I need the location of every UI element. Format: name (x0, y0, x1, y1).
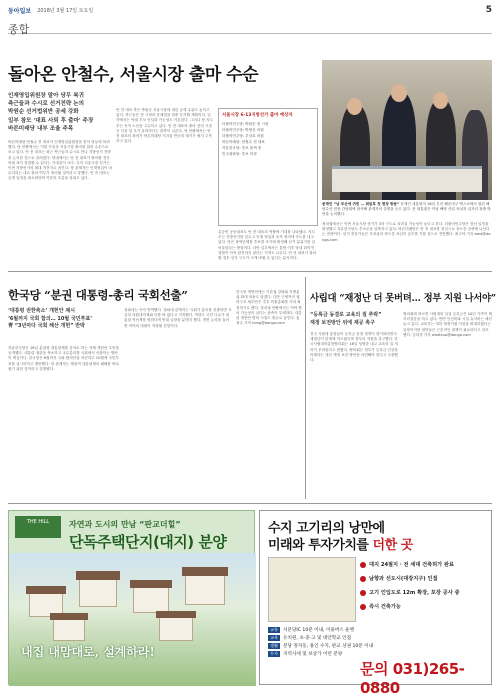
caption-title: 문재인 “남 부산에 귀빈 … 취임후 첫 현장 방문” (322, 202, 400, 206)
subhead-line: “등록금 동결로 교육의 질 추락” (310, 312, 382, 318)
ad-title-highlight: 더한 곳 (372, 538, 413, 553)
infobox-title: 서울시장 6·13지방선거 출마 예상자 (222, 113, 293, 118)
ad-tagline: 자연과 도시의 만남 “판교더힐” (69, 520, 181, 529)
ad-housing-complex[interactable] (8, 510, 255, 685)
ad-bullet-text: 남향과 선도시(대장지구) 인접 (369, 576, 438, 582)
ad-land-sale[interactable] (259, 510, 492, 697)
ad-feature (268, 643, 373, 649)
masthead-logo: 동아일보 (8, 7, 32, 15)
main-byline: 최고야 기자 best@donga.com (322, 232, 491, 242)
ad-feature (268, 651, 342, 657)
infobox-row: 더불어민주당: 박영선 의원 (222, 128, 264, 132)
story2-body-col2: 청와대는 즉각 반박했다. 청와대 관계자는 국회가 총리를 선출하면 사실상 의원내각제와 다를 바 없다고 지적했다. 여당도 국민 다수가 대통령 직선제를 원한다며 반대 입장을 분명히 했다. 개헌 논의를 둘러싼 여야의 대립이 격화될 전망이다. (124, 308, 232, 328)
ad-phone-number[interactable]: 문의 031)265-0880 (360, 660, 465, 697)
main-headline: 돌아온 안철수, 서울시장 출마 수순 (8, 65, 258, 85)
ad-bullet-text: 대지 24필지 ‧ 전 세대 건축허가 완료 (369, 562, 455, 568)
ad-feature (268, 635, 351, 641)
story2-subheads (8, 308, 120, 331)
ad-feature-text: 분당 정자동, 용인 수지, 판교 상권 10분 이내 (283, 644, 374, 649)
roof-icon (76, 571, 120, 580)
ad-bullet (360, 561, 454, 568)
lead-line: 인재영입위원장 맡아 당무 복귀 (8, 93, 85, 99)
infobox-row: 자유한국당: 후보 물색 중 (222, 146, 262, 150)
main-body-col3: 유승민 공동대표도 안 전 대표의 역할에 기대를 나타냈다. 지도부는 지방선거를 앞두고 인재 영입과 조직 정비에 속도를 내고 있다. 당은 광역단체장 후보를 조기에 확정해 선거 분위기를 끌어올린다는 방침이다. 다만 일부에서는 통합 이후 당내 화학적 결합이 아직 완전하지 않다는 지적도 나온다. 안 전 대표가 출마할 경우 선거 구도가 크게 바뀔 수 있다는 분석이다. (218, 230, 317, 261)
infobox-row: 민주평화당: 후보 미정 (222, 152, 257, 156)
masthead (8, 4, 492, 16)
section-title: 종합 (8, 23, 30, 36)
story2-body-col3 (236, 290, 302, 496)
ad-feature-tag: 교통 (270, 627, 279, 632)
photo-face (391, 84, 407, 102)
ad-title-line2 (268, 534, 413, 553)
news-photo (322, 60, 492, 200)
house-icon (53, 619, 85, 641)
main-body-col4 (322, 222, 492, 266)
ad-bullet-text: 고기 인입도로 12m 확장, 포장 공사 중 (369, 590, 460, 596)
house-icon (185, 575, 225, 605)
subhead-line: ‘6월까지 국회 합의… 10월 국민투표’ (8, 315, 93, 322)
ad-feature-tag: 투자 (270, 651, 279, 656)
subhead-line: 재정 보전방안 뒤에 제공 촉구 (310, 319, 375, 326)
roof-icon (130, 580, 172, 588)
ad-feature-text: 유치원, 초·중·고 및 대안학교 인접 (283, 636, 352, 641)
photo-caption (322, 202, 492, 218)
bullet-dot-icon (360, 604, 366, 610)
roof-icon (156, 611, 196, 618)
section-divider (8, 271, 492, 272)
masthead-date: 2018년 3월 17일 토요일 (37, 7, 94, 14)
story3-headline: 사립대 “재정난 더 못버텨… 정부 지원 나서야” (310, 293, 496, 304)
ad-location-map (268, 557, 356, 622)
ad-bullet (360, 589, 460, 596)
ad-title-line2a: 미래와 투자가치를 (268, 538, 373, 553)
ad-feature-text: 서분당IC 10분 이내, 이용버스 운행 (283, 628, 355, 633)
roof-icon (26, 586, 66, 594)
house-icon (133, 587, 169, 613)
story3-body-col1: 전국 사립대 총장들이 등록금 동결 정책이 장기화되면서 재정난이 한계에 이르렀다며 정부의 지원을 촉구했다. 한국사립대학총장협의회는 16일 성명을 내고 교육의 질 저하가 우려된다고 밝혔다. 협의회는 정부가 등록금 인상을 억제하는 대신 재정 보전 방안을 마련해야 한다고 주장했다. (310, 332, 398, 363)
ad-village-illustration (9, 553, 256, 686)
ad-title-line1: 수지 고기리의 낭만에 (268, 521, 385, 536)
story2-body-col3-text: 한국당 개헌안에는 기본권 강화와 지방분권 확대 내용도 담겼다. 다만 구체적인 권력구조 세부안은 추후 의원총회를 거쳐 확정하기로 했다. 정치권 안팎에서는 여야 합의 가능성이 낮다는 관측이 우세하다. 대통령 개헌안 발의 시점도 변수로 꼽힌다. (236, 290, 302, 321)
story2-headline: 한국당 “분권 대통령-총리 국회선출” (8, 288, 188, 302)
roof-icon (182, 567, 228, 576)
ad-feature (268, 627, 354, 633)
lead-line: 박원순 선거법위반 공세 강화 (8, 109, 79, 116)
story3-subheads (310, 312, 400, 327)
ad-bullet (360, 603, 401, 610)
ad-feature-tag: 생활 (270, 643, 279, 648)
main-lead (8, 92, 120, 133)
ad-slogan: 내집 내맘대로, 설계하라! (21, 645, 155, 659)
ad-bullet (360, 575, 438, 582)
infobox-row: 더불어민주당: 우상호 의원 (222, 134, 264, 138)
page-number: 5 (485, 5, 492, 15)
photo-model-table (332, 166, 482, 192)
subhead-line: 靑 “3년마다 국회 해산 개헌” 반박 (8, 323, 85, 329)
story3-body-col2-text: 협의회에 따르면 사립대의 실질 등록금은 10년 가까이 제자리걸음을 하고 있다. 반면 인건비와 시설 유지비는 매년 늘고 있다. 교육부는 대학 재정지원 사업을 확대하겠다는 입장이지만 대학들은 근본적인 대책이 필요하다고 강조했다. (403, 312, 492, 337)
column-divider (305, 277, 306, 499)
main-body-col1: 바른미래당 안철수 전 대표가 인재영입위원장을 맡아 당무에 복귀했다. 당 안팎에서는 이를 사실상 서울시장 출마를 위한 수순으로 보고 있다. 안 전 대표는 최근 측근들과 수시로 만나 지방선거 전략을 논의한 것으로 알려졌다. 당내에서는 안 전 대표가 출마할 경우 야권 표가 결집할 수 있다는 기대감이 크다. 특히 서울시장 선거는 이번 지방선거의 최대 격전지로 꼽힌다. 당 관계자는 인재영입이 마무리되는 대로 출마 여부가 정리될 것이라고 말했다. 안 전 대표는 공개 일정을 최소화하며 여론의 흐름을 살피고 있다. (8, 140, 113, 181)
photo-face (347, 98, 362, 115)
subhead-line: ‘대통령 권한축소’ 개헌안 제시 (8, 308, 75, 314)
story3-byline: 김하경 기자 whatsup@donga.com (412, 332, 471, 337)
story3-body-col2 (403, 312, 492, 496)
ad-divider (8, 503, 492, 504)
bullet-dot-icon (360, 590, 366, 596)
bullet-dot-icon (360, 576, 366, 582)
main-body-col2: 안 전 대표 측은 박원순 서울시장에 대한 공세 수위도 높이고 있다. 측근들은 현 시정의 문제점을 집중 부각할 계획이다. 일각에서는 야권 후보 단일화 가능성도 거론된다. 그러나 당 지도부는 독자 노선을 고수하고 있다. 안 전 대표의 출마 선언 시점은 다음 달 초가 유력하다는 관측이 나온다. 당 안팎에서는 안 전 대표의 복귀가 바른미래당 지지율 반등의 계기가 될지 주목하고 있다. (116, 108, 214, 144)
ad-bullet-text: 즉시 건축가능 (369, 604, 401, 610)
story2-byline: 홍정수 기자 hong@donga.com (236, 316, 300, 326)
bullet-dot-icon (360, 562, 366, 568)
photo-face (433, 92, 448, 109)
roof-icon (50, 613, 88, 620)
ad-brand-logo: THE HILL (15, 516, 61, 538)
house-icon (79, 579, 117, 607)
ad-main-title: 단독주택단지(대지) 분양 (69, 533, 227, 551)
lead-line: 일부 참모 '대표 사퇴 후 출마' 주장 (8, 117, 94, 124)
lead-line: 바른미래당 내부 조율 주목 (8, 125, 74, 132)
ad-feature-tag: 교육 (270, 635, 279, 640)
infobox-row: 더불어민주당: 박원순 현 시장 (222, 122, 269, 126)
house-icon (159, 617, 193, 641)
main-body-col4-text: 정치권에서는 이번 서울시장 선거가 3자 구도로 치러질 가능성이 높다고 본다. 더불어민주당은 경선 일정을 확정했고 자유한국당도 후보군을 압축하고 있다. 바른미래당은 안 전 대표를 중심으로 중도층 공략에 나선다는 전략이다. 선거 전문가들은 투표율과 중도층 표심이 승부를 가를 것으로 전망했다. (322, 222, 490, 237)
section-header (8, 18, 492, 34)
lead-line: 측근들과 수시로 선거전략 논의 (8, 101, 85, 108)
story2-body-col1: 자유한국당은 16일 분권형 대통령제를 골자로 하는 자체 개헌안 초안을 공개했다. 대통령 권한을 축소하고 국무총리를 국회에서 선출하는 방안이 핵심이다. 한국당은 6월까지 국회 합의안을 마련하고 10월에 국민투표를 실시하자고 제안했다. 당 관계자는 제왕적 대통령제의 폐해를 바로잡기 위한 것이라고 설명했다. (8, 346, 119, 371)
candidate-infobox (218, 108, 318, 226)
ad-feature-text: 지역사세 및 보상가 이런 분양 (283, 652, 343, 657)
infobox-row: 바른미래당: 안철수 전 대표 (222, 140, 265, 144)
caption-text: 문재인 대통령이 16일 부산 해운대구 벡스코에서 열린 해양수산 현장 간담회에 참석해 관계자의 설명을 듣고 있다. 문 대통령은 이날 해양 산업 육성과 일자리 창출 방안을 논의했다. (322, 202, 491, 217)
